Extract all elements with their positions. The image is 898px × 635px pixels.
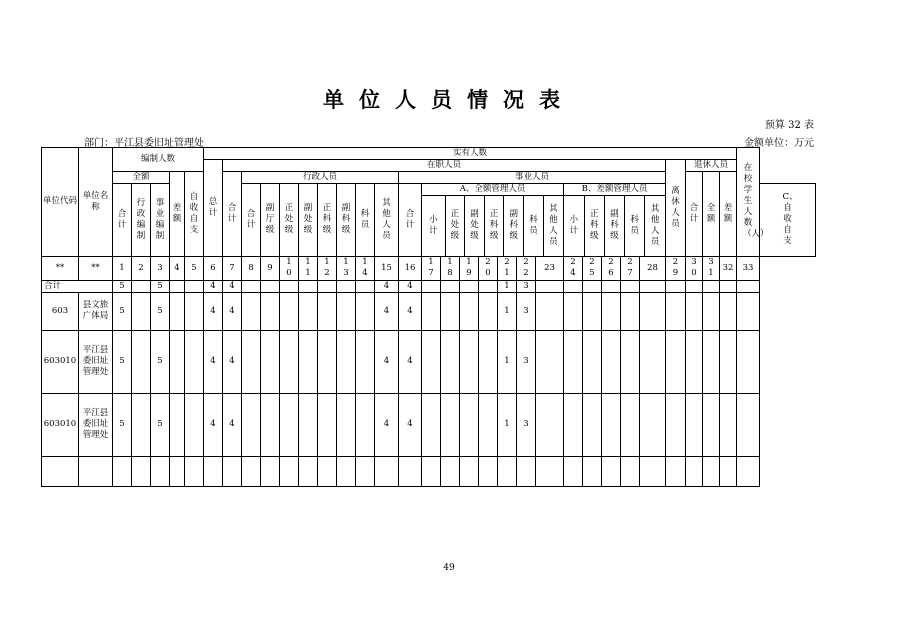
value-cell <box>602 292 621 330</box>
empty-cell <box>479 456 498 486</box>
index-cell: 23 <box>536 256 564 280</box>
index-row <box>42 256 816 280</box>
value-cell <box>337 280 356 292</box>
header-self-funded: 自收自支 <box>185 172 204 257</box>
header-chief-div: 正处级 <box>280 184 299 257</box>
value-cell <box>280 292 299 330</box>
value-cell <box>666 330 686 393</box>
value-cell: 4 <box>223 292 242 330</box>
value-cell <box>460 280 479 292</box>
header-ret-diff: 差额 <box>720 172 737 257</box>
value-cell: 4 <box>399 292 422 330</box>
empty-cell <box>356 456 375 486</box>
header-b-diff: B、差额管理人员 <box>564 184 665 196</box>
header-career-staff: 事业人员 <box>399 172 666 184</box>
header-retired: 退休人员 <box>686 160 737 172</box>
index-cell: 3 <box>151 256 170 280</box>
value-cell <box>185 330 204 393</box>
index-cell: 21 <box>498 256 517 280</box>
value-cell <box>337 393 356 456</box>
index-cell: 31 <box>703 256 720 280</box>
index-cell: 12 <box>318 256 337 280</box>
value-cell <box>185 280 204 292</box>
value-cell <box>132 330 151 393</box>
value-cell: 5 <box>113 292 132 330</box>
value-cell <box>242 393 261 456</box>
index-cell: 28 <box>640 256 666 280</box>
value-cell <box>479 292 498 330</box>
value-cell <box>460 292 479 330</box>
budget-number: 预算 32 表 <box>764 120 814 131</box>
value-cell <box>337 330 356 393</box>
value-cell <box>703 393 720 456</box>
index-cell: 7 <box>223 256 242 280</box>
value-cell <box>242 280 261 292</box>
header-deputy-div: 副处级 <box>299 184 318 257</box>
value-cell <box>318 330 337 393</box>
empty-cell <box>242 456 261 486</box>
header-b-staff: 科员 <box>625 196 645 256</box>
value-cell: 4 <box>375 393 399 456</box>
value-cell <box>720 393 737 456</box>
empty-cell <box>42 456 79 486</box>
header-unit-name: 单位名称 <box>79 148 113 257</box>
header-b-others: 其他人员 <box>645 196 665 256</box>
value-cell <box>621 280 640 292</box>
table-row <box>42 393 816 456</box>
index-cell: 29 <box>666 256 686 280</box>
value-cell <box>583 393 602 456</box>
header-admin-est: 行政编制 <box>132 184 151 257</box>
empty-cell <box>299 456 318 486</box>
value-cell <box>479 280 498 292</box>
header-diff-amount: 差额 <box>170 172 185 257</box>
value-cell: 3 <box>517 292 536 330</box>
value-cell <box>720 280 737 292</box>
value-cell <box>583 292 602 330</box>
empty-cell <box>132 456 151 486</box>
empty-cell <box>399 456 422 486</box>
header-a-deputy-sec: 副科级 <box>504 196 524 256</box>
index-cell: 9 <box>261 256 280 280</box>
index-cell: 5 <box>185 256 204 280</box>
value-cell <box>703 280 720 292</box>
value-cell <box>299 292 318 330</box>
value-cell <box>356 393 375 456</box>
empty-cell <box>621 456 640 486</box>
index-cell: 17 <box>422 256 441 280</box>
value-cell <box>422 280 441 292</box>
page-number: 49 <box>443 563 455 573</box>
value-cell <box>261 292 280 330</box>
header-in-service: 在职人员 <box>223 160 666 172</box>
unit-name-cell: 平江县委旧址管理处 <box>79 393 113 456</box>
value-cell: 5 <box>113 280 132 292</box>
empty-cell <box>583 456 602 486</box>
empty-cell <box>498 456 517 486</box>
index-cell: 11 <box>299 256 318 280</box>
empty-cell <box>737 456 760 486</box>
value-cell <box>261 393 280 456</box>
header-staff: 科员 <box>356 184 375 257</box>
value-cell <box>460 330 479 393</box>
value-cell <box>686 330 703 393</box>
unit-code-cell: 合计 <box>42 280 113 292</box>
empty-cell <box>422 456 441 486</box>
index-cell: 20 <box>479 256 498 280</box>
value-cell: 4 <box>375 292 399 330</box>
value-cell <box>261 330 280 393</box>
value-cell <box>299 330 318 393</box>
header-others: 其他人员 <box>375 184 399 257</box>
value-cell <box>602 393 621 456</box>
header-a-subtotal: 小计 <box>422 196 445 256</box>
index-cell: 4 <box>170 256 185 280</box>
value-cell <box>666 280 686 292</box>
value-cell: 4 <box>375 280 399 292</box>
table-row <box>42 330 816 393</box>
value-cell <box>686 393 703 456</box>
value-cell: 4 <box>204 330 223 393</box>
value-cell <box>583 330 602 393</box>
department-label: 部门：平江县委旧址管理处 <box>84 138 204 149</box>
value-cell <box>536 292 564 330</box>
value-cell: 1 <box>498 330 517 393</box>
value-cell <box>640 330 666 393</box>
header-chief-sec: 正科级 <box>318 184 337 257</box>
empty-cell <box>536 456 564 486</box>
header-a-others: 其他人员 <box>543 196 563 256</box>
index-cell: 6 <box>204 256 223 280</box>
empty-cell <box>185 456 204 486</box>
header-admin-staff: 行政人员 <box>242 172 399 184</box>
value-cell <box>422 292 441 330</box>
empty-cell <box>375 456 399 486</box>
empty-cell <box>151 456 170 486</box>
value-cell <box>132 280 151 292</box>
value-cell: 4 <box>399 280 422 292</box>
header-b-subtotal: 小计 <box>564 196 584 256</box>
value-cell <box>564 393 583 456</box>
header-deputy-bureau: 副厅级 <box>261 184 280 257</box>
index-cell: 14 <box>356 256 375 280</box>
empty-cell <box>602 456 621 486</box>
value-cell <box>242 292 261 330</box>
header-total: 总计 <box>204 160 223 257</box>
value-cell <box>460 393 479 456</box>
header-a-chief-sec: 正科级 <box>484 196 504 256</box>
value-cell: 1 <box>498 280 517 292</box>
empty-cell <box>318 456 337 486</box>
value-cell: 4 <box>204 280 223 292</box>
value-cell <box>536 280 564 292</box>
value-cell <box>170 292 185 330</box>
header-b-deputy-sec: 副科级 <box>604 196 624 256</box>
header-c-self: C、自收自支 <box>760 184 816 257</box>
index-cell: ** <box>79 256 113 280</box>
index-cell: 1 <box>113 256 132 280</box>
value-cell <box>564 280 583 292</box>
value-cell <box>564 292 583 330</box>
empty-cell <box>564 456 583 486</box>
header-b-diff-group <box>564 184 666 257</box>
value-cell: 5 <box>113 330 132 393</box>
unit-code-cell: 603010 <box>42 393 79 456</box>
value-cell <box>686 292 703 330</box>
value-cell <box>318 280 337 292</box>
value-cell: 5 <box>151 280 170 292</box>
value-cell <box>170 280 185 292</box>
value-cell <box>479 330 498 393</box>
value-cell <box>242 330 261 393</box>
header-sum: 合计 <box>223 172 242 257</box>
index-cell: 18 <box>441 256 460 280</box>
value-cell: 4 <box>204 393 223 456</box>
value-cell: 1 <box>498 393 517 456</box>
value-cell: 3 <box>517 280 536 292</box>
value-cell <box>737 393 760 456</box>
value-cell <box>666 292 686 330</box>
header-students: 在校学生人数（人） <box>737 148 760 257</box>
value-cell <box>737 330 760 393</box>
value-cell <box>318 292 337 330</box>
index-cell: 16 <box>399 256 422 280</box>
value-cell <box>422 393 441 456</box>
value-cell <box>441 292 460 330</box>
index-cell: 2 <box>132 256 151 280</box>
index-cell: 25 <box>583 256 602 280</box>
header-career-sum: 合计 <box>399 184 422 257</box>
value-cell <box>170 330 185 393</box>
empty-cell <box>441 456 460 486</box>
page-title: 单位人员情况表 <box>323 87 575 112</box>
value-cell <box>280 330 299 393</box>
empty-cell <box>703 456 720 486</box>
value-cell <box>703 330 720 393</box>
empty-cell <box>686 456 703 486</box>
unit-code-cell: 603 <box>42 292 79 330</box>
header-a-deputy-div: 副处级 <box>465 196 485 256</box>
index-cell: 8 <box>242 256 261 280</box>
value-cell <box>132 393 151 456</box>
value-cell: 5 <box>151 292 170 330</box>
value-cell <box>337 292 356 330</box>
value-cell <box>299 393 318 456</box>
header-unit-code: 单位代码 <box>42 148 79 257</box>
empty-cell <box>261 456 280 486</box>
header-admin-sum: 合计 <box>242 184 261 257</box>
empty-cell <box>460 456 479 486</box>
value-cell <box>737 292 760 330</box>
table-row <box>42 280 816 292</box>
empty-cell <box>517 456 536 486</box>
value-cell <box>640 280 666 292</box>
value-cell <box>261 280 280 292</box>
header-retired-left: 离休人员 <box>666 160 686 257</box>
value-cell <box>583 280 602 292</box>
value-cell <box>299 280 318 292</box>
value-cell <box>703 292 720 330</box>
personnel-table <box>41 147 816 487</box>
header-ret-sum: 合计 <box>686 172 703 257</box>
value-cell <box>280 393 299 456</box>
value-cell <box>356 330 375 393</box>
header-deputy-sec: 副科级 <box>337 184 356 257</box>
value-cell: 5 <box>151 393 170 456</box>
index-cell: 32 <box>720 256 737 280</box>
value-cell <box>185 292 204 330</box>
value-cell <box>686 280 703 292</box>
value-cell <box>318 393 337 456</box>
header-actual: 实有人数 <box>204 148 737 160</box>
unit-code-cell: 603010 <box>42 330 79 393</box>
value-cell <box>536 393 564 456</box>
value-cell <box>720 330 737 393</box>
empty-cell <box>204 456 223 486</box>
header-b-chief-sec: 正科级 <box>584 196 604 256</box>
value-cell: 4 <box>223 280 242 292</box>
header-a-staff: 科员 <box>524 196 544 256</box>
table-row <box>42 292 816 330</box>
empty-cell <box>79 456 113 486</box>
value-cell <box>666 393 686 456</box>
empty-cell <box>280 456 299 486</box>
index-cell: 30 <box>686 256 703 280</box>
index-cell: ** <box>42 256 79 280</box>
value-cell <box>640 292 666 330</box>
index-cell: 33 <box>737 256 760 280</box>
header-full-amount: 全额 <box>113 172 170 184</box>
value-cell <box>621 393 640 456</box>
value-cell <box>564 330 583 393</box>
value-cell <box>280 280 299 292</box>
empty-cell <box>223 456 242 486</box>
value-cell: 5 <box>113 393 132 456</box>
header-a-full-group <box>422 184 564 257</box>
value-cell <box>621 292 640 330</box>
header-establishment: 编制人数 <box>113 148 204 172</box>
value-cell: 4 <box>399 330 422 393</box>
header-a-chief-div: 正处级 <box>445 196 465 256</box>
header-career-est: 事业编制 <box>151 184 170 257</box>
value-cell: 5 <box>151 330 170 393</box>
index-cell: 27 <box>621 256 640 280</box>
value-cell: 3 <box>517 330 536 393</box>
value-cell <box>441 280 460 292</box>
value-cell: 1 <box>498 292 517 330</box>
value-cell <box>441 330 460 393</box>
empty-row <box>42 456 816 486</box>
value-cell <box>737 280 760 292</box>
index-cell: 13 <box>337 256 356 280</box>
header-a-full: A、全额管理人员 <box>422 184 563 196</box>
value-cell <box>441 393 460 456</box>
value-cell <box>132 292 151 330</box>
value-cell: 4 <box>375 330 399 393</box>
value-cell <box>356 292 375 330</box>
value-cell <box>479 393 498 456</box>
value-cell <box>170 393 185 456</box>
amount-unit-label: 金额单位：万元 <box>744 138 814 149</box>
index-cell: 22 <box>517 256 536 280</box>
index-cell: 19 <box>460 256 479 280</box>
index-cell: 26 <box>602 256 621 280</box>
value-cell <box>720 292 737 330</box>
empty-cell <box>337 456 356 486</box>
value-cell <box>602 280 621 292</box>
index-cell: 15 <box>375 256 399 280</box>
value-cell: 4 <box>223 330 242 393</box>
value-cell <box>422 330 441 393</box>
empty-cell <box>640 456 666 486</box>
value-cell <box>640 393 666 456</box>
value-cell: 4 <box>204 292 223 330</box>
empty-cell <box>113 456 132 486</box>
index-cell: 10 <box>280 256 299 280</box>
header-est-subtotal: 合计 <box>113 184 132 257</box>
unit-name-cell: 平江县委旧址管理处 <box>79 330 113 393</box>
value-cell <box>536 330 564 393</box>
empty-cell <box>666 456 686 486</box>
value-cell <box>356 280 375 292</box>
header-ret-full: 全额 <box>703 172 720 257</box>
value-cell: 3 <box>517 393 536 456</box>
value-cell <box>621 330 640 393</box>
index-cell: 24 <box>564 256 583 280</box>
empty-cell <box>170 456 185 486</box>
value-cell <box>185 393 204 456</box>
value-cell: 4 <box>223 393 242 456</box>
value-cell <box>602 330 621 393</box>
unit-name-cell: 县文旅广体局 <box>79 292 113 330</box>
empty-cell <box>720 456 737 486</box>
value-cell: 4 <box>399 393 422 456</box>
